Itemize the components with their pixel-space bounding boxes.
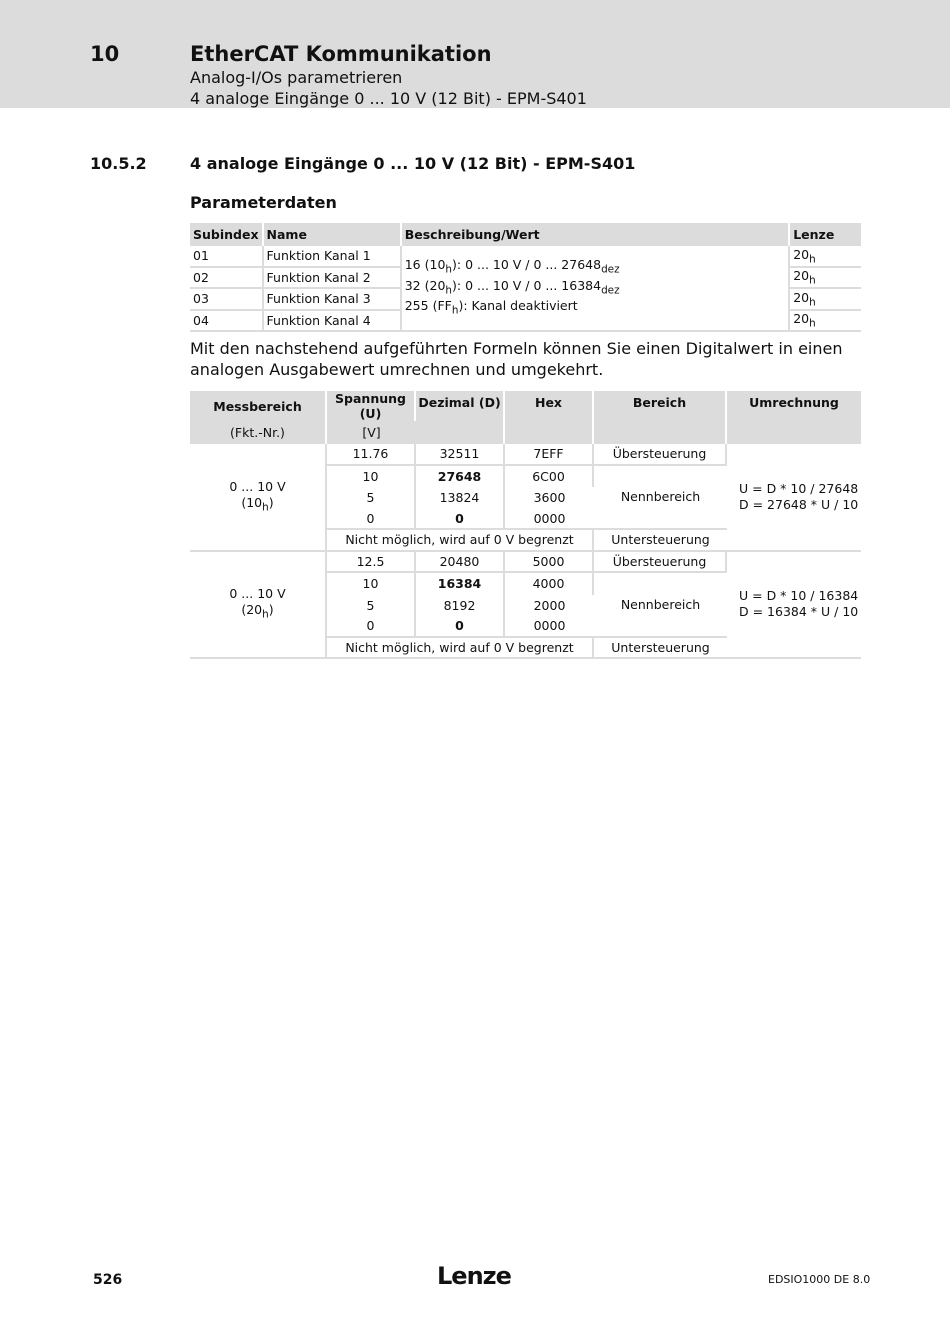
intro-paragraph: Mit den nachstehend aufgeführten Formeln können Sie einen Digitalwert in einen analogen Ausgabewert umrechnen und umgekehrt. xyxy=(190,339,843,379)
col-header-messbereich: Messbereich xyxy=(190,391,327,421)
voltage-cell: 11.76 xyxy=(327,444,416,466)
chapter-number: 10 xyxy=(90,42,120,66)
decimal-cell: 0 xyxy=(416,616,505,638)
table-header-row xyxy=(190,223,861,246)
col-header-bereich: Bereich xyxy=(594,391,727,444)
voltage-cell: 0 xyxy=(327,616,416,638)
bereich-cell: Nennbereich xyxy=(594,466,727,531)
lenze-cell: $20_h$ xyxy=(790,268,861,290)
hex-cell: 0000 xyxy=(505,509,594,531)
lenze-cell: $20_h$ xyxy=(790,246,861,268)
description-cell xyxy=(402,246,790,332)
col-header-subindex: Subindex xyxy=(190,223,264,246)
col-header-description: Beschreibung/Wert xyxy=(402,223,790,246)
messbereich-cell: 0 ... 10 V $(10_h)$ xyxy=(190,444,327,552)
col-header-fkt-nr: (Fkt.-Nr.) xyxy=(190,421,327,444)
parameter-heading: Parameterdaten xyxy=(190,193,337,212)
limit-cell: Nicht möglich, wird auf 0 V begrenzt xyxy=(327,638,594,660)
decimal-cell: 32511 xyxy=(416,444,505,466)
decimal-cell: 16384 xyxy=(416,573,505,595)
description-line-3: 255 $(FF_h)$: Kanal deaktiviert xyxy=(404,298,578,317)
formula-cell: U = D * 10 / 27648 D = 27648 * U / 10 xyxy=(727,444,861,552)
bereich-cell: Untersteuerung xyxy=(594,530,727,552)
section-number: 10.5.2 xyxy=(90,154,147,173)
hex-cell: 2000 xyxy=(533,597,566,613)
lenze-logo: Lenze xyxy=(437,1262,511,1290)
section-title: 4 analoge Eingänge 0 ... 10 V (12 Bit) - EPM-S401 xyxy=(190,154,636,173)
col-header-umrechnung: Umrechnung xyxy=(727,391,861,444)
hex-cell: 4000 xyxy=(505,573,594,595)
subindex-cell: 04 xyxy=(190,311,264,333)
bereich-cell: Untersteuerung xyxy=(594,638,727,660)
col-header-dezimal: Dezimal (D) xyxy=(416,391,505,444)
table-row xyxy=(190,246,861,268)
decimal-cell: 20480 xyxy=(416,552,505,574)
header-subtitle-1: Analog-I/Os parametrieren xyxy=(190,68,403,87)
page-number: 526 xyxy=(93,1272,123,1288)
header-subtitle-2: 4 analoge Eingänge 0 ... 10 V (12 Bit) - EPM-S401 xyxy=(190,89,587,108)
description-line-2: 32 $(20_h)$: 0 ... 10 V / 0 ... $16384_{dez}$ xyxy=(404,277,620,297)
name-cell: Funktion Kanal 3 xyxy=(264,289,402,311)
table-header-row xyxy=(190,391,861,421)
decimal-cell: 8192 xyxy=(416,595,505,617)
lenze-cell: $20_h$ xyxy=(790,311,861,333)
name-cell: Funktion Kanal 4 xyxy=(264,311,402,333)
conversion-table xyxy=(190,391,861,659)
messbereich-cell: 0 ... 10 V $(20_h)$ xyxy=(190,552,327,660)
col-header-name: Name xyxy=(264,223,402,246)
col-header-hex: Hex xyxy=(505,391,594,444)
voltage-cell: 0 xyxy=(327,509,416,531)
parameter-table xyxy=(190,223,861,332)
document-id: EDSIO1000 DE 8.0 xyxy=(768,1273,871,1286)
decimal-cell: 13824 xyxy=(416,487,505,509)
hex-cell: 3600 xyxy=(533,490,566,506)
bereich-cell: Nennbereich xyxy=(594,573,727,638)
voltage-cell: 10 xyxy=(327,573,416,595)
subindex-cell: 02 xyxy=(190,268,264,290)
col-header-spannung: Spannung (U) xyxy=(327,391,416,421)
table-row xyxy=(190,444,861,466)
hex-cell: 5000 xyxy=(505,552,594,574)
table-row xyxy=(190,552,861,574)
decimal-cell: 27648 xyxy=(416,466,505,488)
chapter-title: EtherCAT Kommunikation xyxy=(190,42,492,66)
bereich-cell: Übersteuerung xyxy=(594,444,727,466)
voltage-cell: 10 xyxy=(327,466,416,488)
col-header-lenze: Lenze xyxy=(790,223,861,246)
name-cell: Funktion Kanal 2 xyxy=(264,268,402,290)
bereich-cell: Übersteuerung xyxy=(594,552,727,574)
hex-cell: 0000 xyxy=(505,616,594,638)
limit-cell: Nicht möglich, wird auf 0 V begrenzt xyxy=(327,530,594,552)
lenze-cell: $20_h$ xyxy=(790,289,861,311)
hex-cell: 6C00 xyxy=(505,466,594,488)
voltage-cell: 12.5 xyxy=(327,552,416,574)
col-header-unit-v: [V] xyxy=(327,421,416,444)
name-cell: Funktion Kanal 1 xyxy=(264,246,402,268)
voltage-cell: 5 xyxy=(327,487,416,509)
formula-cell: U = D * 10 / 16384 D = 16384 * U / 10 xyxy=(727,552,861,660)
description-line-1: 16 $(10_h)$: 0 ... 10 V / 0 ... $27648_{dez}$ xyxy=(404,257,620,276)
decimal-cell: 0 xyxy=(416,509,505,531)
hex-cell: 7EFF xyxy=(505,444,594,466)
voltage-cell: 5 xyxy=(327,595,416,617)
subindex-cell: 03 xyxy=(190,289,264,311)
subindex-cell: 01 xyxy=(190,246,264,268)
